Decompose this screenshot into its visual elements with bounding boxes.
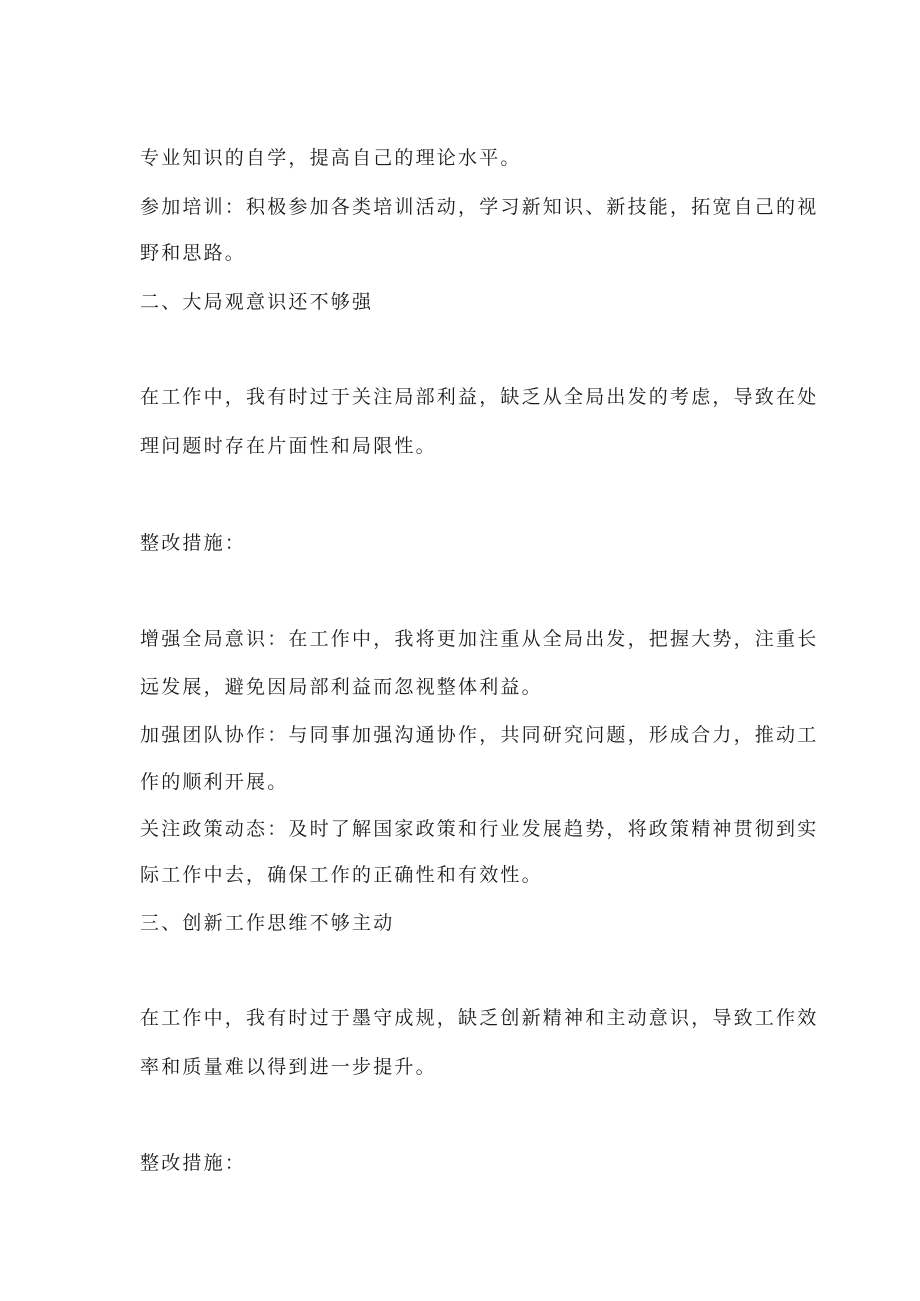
subheading: 整改措施： bbox=[140, 1152, 247, 1174]
text-line: 率和质量难以得到进一步提升。 bbox=[140, 1056, 437, 1078]
text-line: 理问题时存在片面性和局限性。 bbox=[140, 435, 437, 457]
text-line: 加强团队协作：与同事加强沟通协作，共同研究问题，形成合力，推动工 bbox=[140, 724, 819, 746]
text-line: 作的顺利开展。 bbox=[140, 771, 289, 793]
text-line: 际工作中去，确保工作的正确性和有效性。 bbox=[140, 864, 543, 886]
text-line: 在工作中，我有时过于墨守成规，缺乏创新精神和主动意识，导致工作效 bbox=[140, 1007, 819, 1029]
text-line: 增强全局意识：在工作中，我将更加注重从全局出发，把握大势，注重长 bbox=[140, 628, 819, 650]
text-line: 野和思路。 bbox=[140, 242, 247, 264]
subheading: 整改措施： bbox=[140, 532, 247, 554]
text-line: 参加培训：积极参加各类培训活动，学习新知识、新技能，拓宽自己的视 bbox=[140, 196, 819, 218]
section-heading: 三、创新工作思维不够主动 bbox=[140, 912, 395, 934]
text-line: 远发展，避免因局部利益而忽视整体利益。 bbox=[140, 676, 543, 698]
text-line: 专业知识的自学，提高自己的理论水平。 bbox=[140, 147, 522, 169]
text-line: 关注政策动态：及时了解国家政策和行业发展趋势，将政策精神贯彻到实 bbox=[140, 818, 819, 840]
section-heading: 二、大局观意识还不够强 bbox=[140, 291, 374, 313]
text-line: 在工作中，我有时过于关注局部利益，缺乏从全局出发的考虑，导致在处 bbox=[140, 386, 819, 408]
